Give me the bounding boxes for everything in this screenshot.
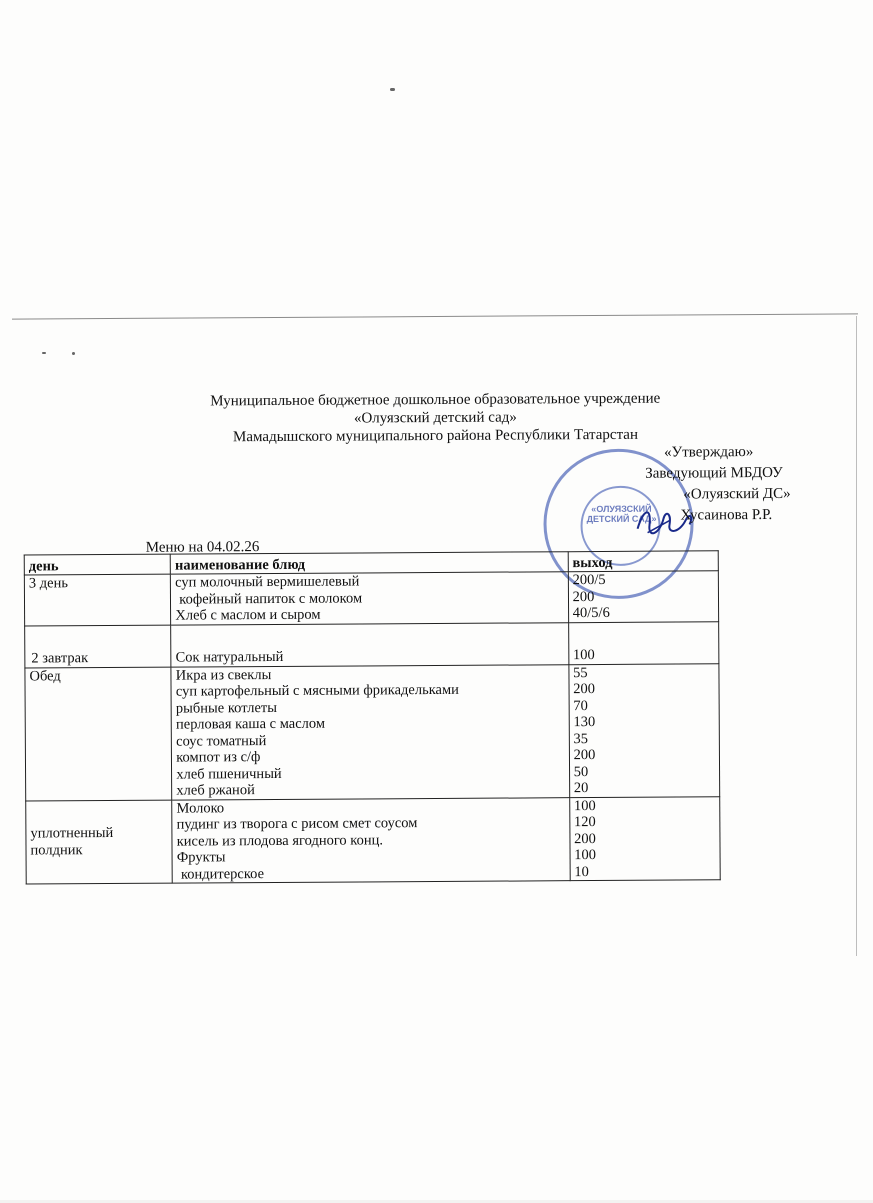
output-cell	[568, 621, 719, 664]
table-row	[25, 621, 719, 667]
stamp-text-line2: ДЕТСКИЙ САД»	[586, 513, 657, 525]
output-value: 130	[573, 714, 596, 731]
day-cell	[25, 667, 172, 801]
output-value: 55	[573, 664, 588, 681]
output-value: 200	[574, 830, 596, 847]
dish-item: суп молочный вермишелевый	[175, 573, 360, 591]
dish-item: хлеб пшеничный	[176, 765, 282, 783]
table-row	[25, 663, 720, 800]
dish-item: компот из с/ф	[176, 749, 261, 766]
day-cell	[25, 625, 172, 668]
day-label-line2: полдник	[30, 841, 83, 859]
output-value: 20	[573, 780, 589, 797]
header-day: день	[24, 554, 170, 575]
day-label: 2 завтрак	[31, 650, 89, 667]
output-value: 40/5/6	[572, 604, 610, 622]
dish-item: кондитерское	[180, 865, 265, 883]
output-value: 100	[574, 847, 597, 864]
dishes-cell	[172, 797, 570, 883]
dish-item: суп картофельный с мясными фрикадельками	[175, 681, 459, 700]
header-output: выход	[568, 551, 718, 572]
approval-line4: Хусаинова Р.Р.	[680, 506, 773, 524]
dish-item: Икра из свеклы	[175, 666, 272, 684]
output-value: 10	[574, 863, 589, 880]
dish-item: Хлеб с маслом и сыром	[175, 606, 321, 624]
output-value: 200	[572, 588, 595, 605]
output-value: 100	[573, 797, 596, 814]
output-value: 35	[573, 730, 589, 747]
dish-item: рыбные котлеты	[175, 699, 277, 717]
menu-table	[24, 550, 721, 884]
output-value: 100	[572, 647, 595, 664]
dish-item: соус томатный	[176, 732, 267, 750]
day-label-line1: уплотненный	[30, 825, 114, 842]
header-dishes: наименование блюд	[170, 552, 568, 574]
dishes-cell	[171, 664, 569, 799]
day-cell	[24, 574, 171, 625]
day-label: 3 день	[28, 575, 69, 592]
output-value: 70	[573, 697, 588, 714]
dish-item: Сок натуральный	[175, 648, 284, 666]
output-value: 50	[573, 763, 589, 780]
dishes-cell	[171, 572, 569, 625]
approval-line1: «Утверждаю»	[664, 444, 754, 461]
output-value: 120	[573, 814, 596, 831]
menu-title: Меню на 04.02.26	[145, 539, 260, 556]
stamp-text-line1: «ОЛУЯЗСКИЙ	[591, 503, 652, 515]
approval-line2: Заведующий МБДОУ	[645, 464, 783, 482]
dish-item: Молоко	[176, 799, 225, 817]
dish-item: кисель из плодова ягодного конц.	[176, 831, 384, 850]
dish-item: Фрукты	[176, 849, 226, 866]
output-value: 200	[573, 681, 596, 698]
table-row	[26, 796, 720, 884]
output-value: 200/5	[572, 571, 606, 589]
output-cell	[569, 796, 720, 880]
approval-line3: «Олуязский ДС»	[683, 485, 791, 503]
dish-item: кофейный напиток с молоком	[179, 589, 363, 608]
output-cell	[569, 663, 720, 797]
dish-item: хлеб ржаной	[176, 782, 255, 799]
day-cell	[26, 800, 173, 884]
table-row	[24, 571, 718, 626]
day-label: Обед	[29, 667, 61, 684]
dish-item: перловая каша с маслом	[175, 715, 326, 733]
org-name-line3: Мамадышского муниципального района Республики Татарстан	[232, 426, 639, 446]
output-value: 200	[573, 747, 596, 764]
dish-item: пудинг из творога с рисом смет соусом	[176, 815, 418, 833]
org-name-line2: «Олуязский детский сад»	[353, 409, 517, 427]
output-cell	[568, 571, 719, 622]
dishes-cell	[171, 622, 569, 666]
org-name-line1: Муниципальное бюджетное дошкольное образовательное учреждение	[210, 390, 661, 410]
